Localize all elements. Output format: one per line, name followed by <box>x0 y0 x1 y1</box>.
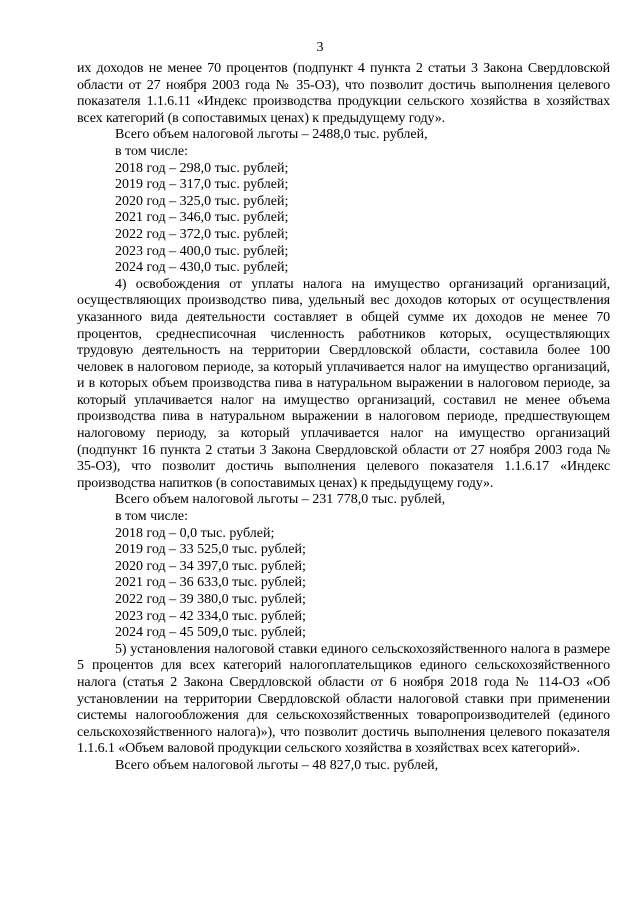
text-line: 2021 год – 346,0 тыс. рублей; <box>115 210 289 226</box>
text-line: Всего объем налоговой льготы – 231 778,0 тыс. рублей, <box>115 492 446 508</box>
paragraph: 4) освобождения от уплаты налога на имущество организаций организаций, осуществляющих производство пива, удельный вес доходов которых от осуществления указанного вида деятельности составляет в общей сумме их доходов не менее 70 процентов, среднесписочная численность работников которых, осуществляющих трудовую деятельность на территории Свердловской области, составила более 100 человек в налоговом периоде, за который уплачивается налог на имущество организаций, и в которых объем производства пива в натуральном выражении в налоговом периоде, за который уплачивается налог на имущество организаций, составил не менее объема производства пива в натуральном выражении в налоговом периоде, предшествующем налоговому периоду, за который уплачивается налог на имущество организаций (подпункт 16 пункта 2 статьи 3 Закона Свердловской области от 27 ноября 2003 года № 35-ОЗ), что позволит достичь выполнения целевого показателя 1.1.6.17 «Индекс производства напитков (в сопоставимых ценах) к предыдущему году». <box>77 276 610 491</box>
text-line: 2023 год – 400,0 тыс. рублей; <box>115 243 289 259</box>
text-line: 2022 год – 372,0 тыс. рублей; <box>115 226 289 242</box>
text-line: 2023 год – 42 334,0 тыс. рублей; <box>115 608 306 624</box>
page-number: 3 <box>316 40 324 55</box>
text-line: 2020 год – 34 397,0 тыс. рублей; <box>115 558 306 574</box>
text-line: 2020 год – 325,0 тыс. рублей; <box>115 193 289 209</box>
text-line: 2019 год – 33 525,0 тыс. рублей; <box>115 542 306 558</box>
text-line: 2018 год – 298,0 тыс. рублей; <box>115 160 289 176</box>
text-line: 2018 год – 0,0 тыс. рублей; <box>115 525 275 541</box>
text-line: 2021 год – 36 633,0 тыс. рублей; <box>115 575 306 591</box>
text-line: 2019 год – 317,0 тыс. рублей; <box>115 177 289 193</box>
text-line: Всего объем налоговой льготы – 2488,0 тыс. рублей, <box>115 127 428 143</box>
text-line: в том числе: <box>115 143 188 159</box>
text-line: 2022 год – 39 380,0 тыс. рублей; <box>115 592 306 607</box>
text-line: 2024 год – 430,0 тыс. рублей; <box>115 260 289 276</box>
text-line: 2024 год – 45 509,0 тыс. рублей; <box>115 625 306 641</box>
paragraph: их доходов не менее 70 процентов (подпункт 4 пункта 2 статьи 3 Закона Свердловской области от 27 ноября 2003 года № 35-ОЗ), что позволит достичь выполнения целевого показателя 1.1.6.11 «Индекс производства продукции сельского хозяйства в хозяйствах всех категорий (в сопоставимых ценах) к предыдущему году». <box>77 61 610 126</box>
text-line: в том числе: <box>115 509 188 525</box>
document-body <box>77 61 610 775</box>
text-line: Всего объем налоговой льготы – 48 827,0 тыс. рублей, <box>115 757 439 773</box>
paragraph: 5) установления налоговой ставки единого сельскохозяйственного налога в размере 5 процентов для всех категорий налогоплательщиков единого сельскохозяйственного налога (статья 2 Закона Свердловской области от 6 ноября 2018 года № 114-ОЗ «Об установлении на территории Свердловской области налоговой ставки при применении системы налогообложения для сельскохозяйственных товаропроизводителей (единого сельскохозяйственного налога)»), что позволит достичь выполнения целевого показателя 1.1.6.1 «Объем валовой продукции сельского хозяйства в хозяйствах всех категорий». <box>77 641 610 757</box>
